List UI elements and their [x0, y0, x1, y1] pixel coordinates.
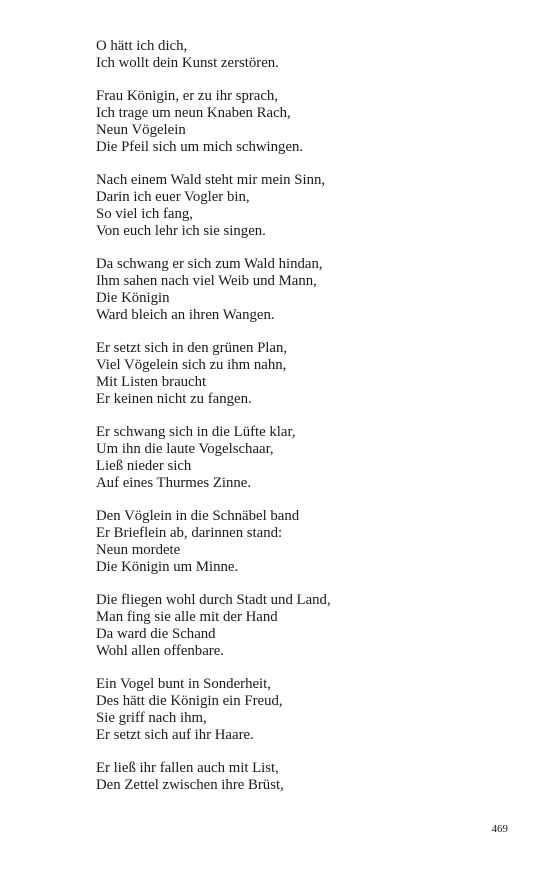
poem-line: Er schwang sich in die Lüfte klar,	[96, 424, 296, 441]
stanza	[96, 340, 516, 407]
poem-line: Wohl allen offenbare.	[96, 642, 224, 659]
poem-line: O hätt ich dich,	[96, 38, 188, 54]
poem-line: Die Königin	[96, 289, 170, 306]
poem-line: Sie griff nach ihm,	[96, 709, 207, 726]
poem-line: Er setzt sich auf ihr Haare.	[96, 726, 254, 743]
poem-line: Den Zettel zwischen ihre Brüst,	[96, 777, 284, 794]
poem-line: Die Pfeil sich um mich schwingen.	[96, 138, 304, 155]
stanza	[96, 592, 516, 659]
stanza	[96, 508, 516, 575]
poem-line: So viel ich fang,	[96, 205, 193, 222]
poem-line: Um ihn die laute Vogelschaar,	[96, 441, 274, 458]
poem-line: Ließ nieder sich	[96, 457, 192, 474]
poem-line: Ich wollt dein Kunst zerstören.	[96, 54, 279, 71]
page-number: 469	[491, 823, 508, 835]
poem-line: Ihm sahen nach viel Weib und Mann,	[96, 273, 317, 290]
poem-line: Neun Vögelein	[96, 121, 186, 138]
poem-line: Darin ich euer Vogler bin,	[96, 189, 250, 206]
poem-line: Viel Vögelein sich zu ihm nahn,	[96, 357, 287, 374]
poem-line: Ich trage um neun Knaben Rach,	[96, 105, 291, 122]
poem-line: Frau Königin, er zu ihr sprach,	[96, 88, 279, 105]
poem-line: Neun mordete	[96, 541, 181, 558]
poem-line: Ward bleich an ihren Wangen.	[96, 306, 275, 323]
poem-line: Auf eines Thurmes Zinne.	[96, 474, 252, 491]
stanza	[96, 676, 516, 743]
stanza	[96, 760, 516, 794]
poem-line: Er setzt sich in den grünen Plan,	[96, 340, 288, 357]
poem-line: Von euch lehr ich sie singen.	[96, 222, 266, 239]
stanza	[96, 172, 516, 239]
poem-line: Er Brieflein ab, darinnen stand:	[96, 525, 283, 542]
poem-line: Er ließ ihr fallen auch mit List,	[96, 760, 279, 777]
poem-line: Mit Listen braucht	[96, 373, 207, 390]
poem-line: Den Vöglein in die Schnäbel band	[96, 508, 300, 525]
stanza	[96, 88, 516, 155]
poem-line: Die Königin um Minne.	[96, 558, 239, 575]
poem-line: Die fliegen wohl durch Stadt und Land,	[96, 592, 331, 609]
stanza	[96, 424, 516, 491]
stanza	[96, 256, 516, 323]
stanza	[96, 38, 516, 72]
poem-line: Nach einem Wald steht mir mein Sinn,	[96, 172, 326, 189]
poem-line: Da schwang er sich zum Wald hindan,	[96, 256, 323, 273]
poem-line: Man fing sie alle mit der Hand	[96, 609, 278, 626]
poem-line: Da ward die Schand	[96, 625, 216, 642]
poem-line: Er keinen nicht zu fangen.	[96, 390, 252, 407]
poem-text	[96, 38, 516, 811]
poem-line: Des hätt die Königin ein Freud,	[96, 693, 283, 710]
poem-line: Ein Vogel bunt in Sonderheit,	[96, 676, 271, 693]
